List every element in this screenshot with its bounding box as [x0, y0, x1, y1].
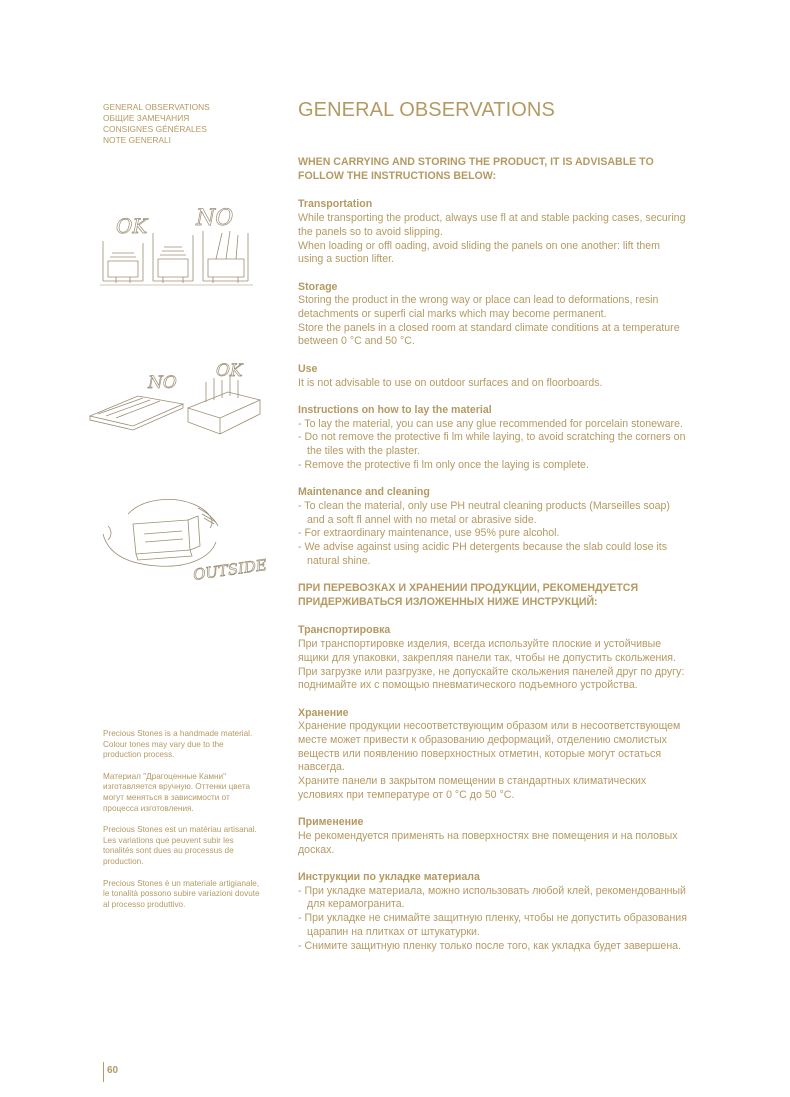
lead-en: WHEN CARRYING AND STORING THE PRODUCT, IT IS ADVISABLE TO FOLLOW THE INSTRUCTIONS BELOW: [298, 156, 654, 182]
paragraph: Не рекомендуется применять на поверхностях вне помещения и на половых досках. [298, 829, 678, 856]
sketch-label-no-2: NO [148, 373, 177, 393]
section-laying-ru [298, 871, 688, 953]
section-maintenance [298, 486, 688, 568]
sidebar-toc [103, 102, 210, 146]
paragraph: Хранение продукции несоответствующим образом или в несоответствующем месте может привести к образованию деформаций, отделению смолистых веществ или появлению поверхностных отметин, которые могут остаться навсегда. [298, 720, 681, 774]
section-use [298, 363, 688, 390]
section-heading: Хранение [298, 706, 349, 719]
laying-list-ru [298, 885, 688, 954]
section-use-ru [298, 816, 688, 857]
section-heading: Maintenance and cleaning [298, 486, 430, 499]
section-heading: Storage [298, 280, 338, 293]
section-heading: Use [298, 362, 318, 375]
section-heading: Транспортировка [298, 624, 391, 637]
sidebar-notes [103, 729, 263, 921]
paragraph: When loading or offl oading, avoid sliding the panels on one another: lift them using a suction lifter. [298, 239, 660, 266]
paragraph: While transporting the product, always use fl at and stable packing cases, securing the panels so to avoid slipping. [298, 212, 686, 238]
note-ru: Материал "Драгоценные Камни" изготавляется вручную. Оттенки цвета могут меняться в зависимости от процесса изготовления. [103, 771, 251, 813]
list-item: - For extraordinary maintenance, use 95% pure alcohol. [298, 527, 688, 541]
toc-item-en: GENERAL OBSERVATIONS [103, 102, 210, 112]
paragraph: При транспортировке изделия, всегда используйте плоские и устойчивые ящики для упаковки, закрепляя панели так, чтобы не допустить скольжения. При загрузке или разгрузке, не допускайте скольжения панелей друг по другу: поднимайте их с помощью пневматического подъемного устройства. [298, 638, 685, 692]
list-item: - При укладке материала, можно использовать любой клей, рекомендованный для керамогранита. [298, 885, 688, 912]
toc-item-ru: ОБЩИЕ ЗАМЕЧАНИЯ [103, 113, 190, 123]
laying-list [298, 418, 688, 473]
list-item: - Do not remove the protective fi lm while laying, to avoid scratching the corners on the tiles with the plaster. [298, 431, 688, 458]
toc-item-it: NOTE GENERALI [103, 135, 171, 145]
list-item: - Remove the protective fi lm only once the laying is complete. [298, 459, 688, 473]
sketch-label-no: NO [196, 206, 234, 231]
page-number: 60 [103, 1062, 118, 1082]
list-item: - To lay the material, you can use any glue recommended for porcelain stoneware. [298, 418, 688, 432]
sketch-label-ok: OK [116, 214, 148, 238]
section-heading: Применение [298, 816, 364, 829]
maintenance-list [298, 500, 688, 569]
section-transportation [298, 198, 688, 267]
outdoor-sketch [98, 494, 268, 594]
paragraph: Храните панели в закрытом помещении в стандартных климатических условиях при температуре от 0 °C до 50 °C. [298, 775, 647, 801]
storage-sketch [88, 358, 263, 438]
main-content [298, 97, 688, 967]
paragraph: Storing the product in the wrong way or place can lead to deformations, resin detachments or superfi cial marks which may become permanent. [298, 294, 659, 321]
list-item: - При укладке не снимайте защитную пленку, чтобы не допустить образования царапин на плитках от штукатурки. [298, 912, 688, 939]
sketch-label-outside: OUTSIDE [192, 555, 268, 584]
page-title: GENERAL OBSERVATIONS [298, 99, 555, 121]
section-laying [298, 404, 688, 473]
sketch-label-ok-2: OK [216, 361, 243, 381]
note-fr: Precious Stones est un matériau artisanal. Les variations que peuvent subir les tonalités sont dues au processus de production. [103, 825, 257, 866]
list-item: - Снимите защитную пленку только после того, как укладка будет завершена. [298, 940, 688, 954]
lead-ru: ПРИ ПЕРЕВОЗКАХ И ХРАНЕНИИ ПРОДУКЦИИ, РЕКОМЕНДУЕТСЯ ПРИДЕРЖИВАТЬСЯ ИЗЛОЖЕННЫХ НИЖЕ ИНСТРУКЦИЙ: [298, 582, 639, 608]
section-heading: Инструкции по укладке материала [298, 871, 480, 884]
section-heading: Transportation [298, 198, 373, 211]
section-storage-ru [298, 707, 688, 803]
paragraph: Store the panels in a closed room at standard climate conditions at a temperature between 0 °C and 50 °C. [298, 321, 680, 348]
transport-sketch [98, 203, 258, 289]
paragraph: It is not advisable to use on outdoor surfaces and on floorboards. [298, 376, 603, 389]
note-it: Precious Stones è un materiale artigianale, le tonalità possono subire variazioni dovute al processo produttivo. [103, 878, 260, 909]
section-transportation-ru [298, 624, 688, 693]
note-en: Precious Stones is a handmade material. Colour tones may vary due to the production process. [103, 729, 253, 760]
toc-item-fr: CONSIGNES GÉNÉRALES [103, 124, 207, 134]
section-heading: Instructions on how to lay the material [298, 403, 492, 416]
section-storage [298, 281, 688, 350]
list-item: - We advise against using acidic PH detergents because the slab could lose its natural shine. [298, 541, 688, 568]
list-item: - To clean the material, only use PH neutral cleaning products (Marseilles soap) and a soft fl annel with no metal or abrasive side. [298, 500, 688, 527]
